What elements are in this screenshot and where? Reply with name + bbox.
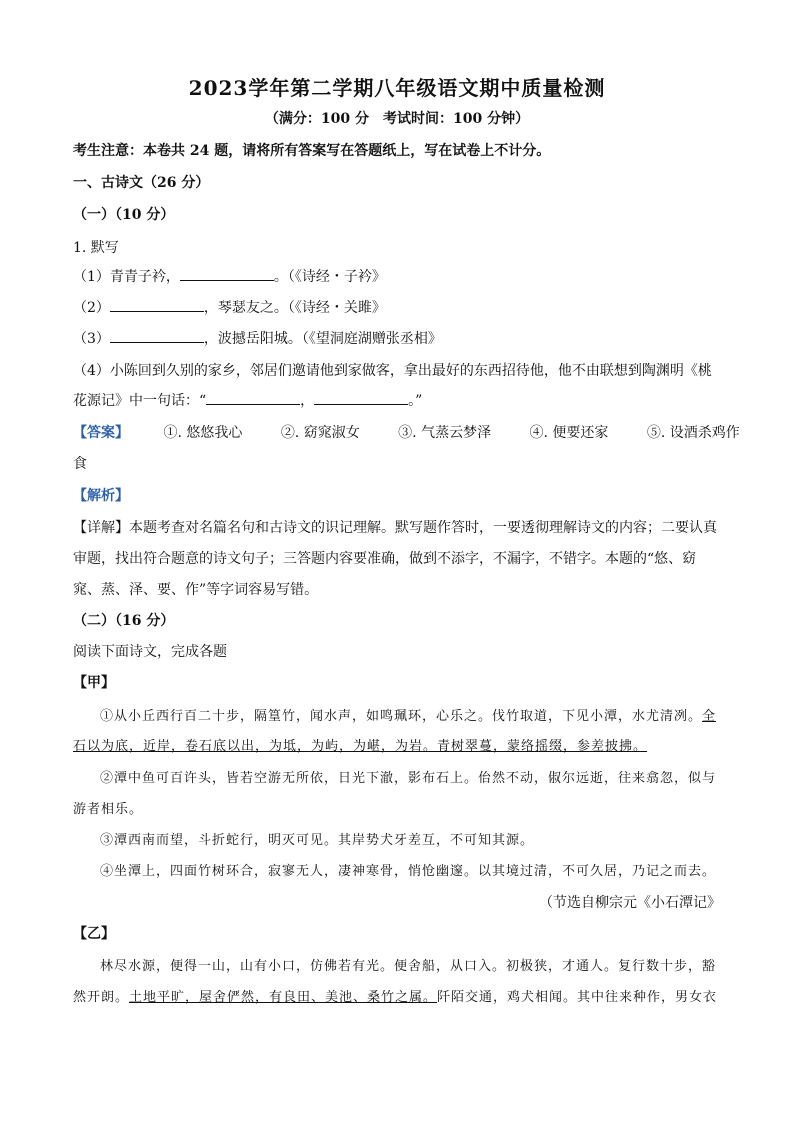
reading-instruction: 阅读下面诗文，完成各题: [73, 644, 227, 660]
answer-item: ③. 气蒸云梦泽: [398, 425, 492, 441]
answer-item: ②. 窈窕淑女: [280, 425, 360, 441]
passage-source: （节选自柳宗元《小石潭记》: [539, 895, 721, 911]
passage-yi-label: 【乙】: [73, 926, 115, 942]
passage-jia-p1-line-2: 石以为底，近岸，卷石底以出，为坻，为屿，为嵁，为岩。青树翠蔓，蒙络摇缀，参差披拂。: [73, 739, 648, 754]
answer-blank: [110, 328, 204, 343]
yi-text-a: 然开朗。: [73, 990, 130, 1005]
question-1-2: [73, 297, 386, 317]
analysis-tag: 【解析】: [73, 488, 129, 504]
detail-line-2: 审题，找出符合题意的诗文句子；三答题内容要准确，做到不添字，不漏字，不错字。本题的“悠、窈: [73, 551, 697, 567]
answer-blank: [110, 297, 204, 312]
yi-text-c: 阡陌交通，鸡犬相闻。其中往来种作，男女衣: [437, 990, 718, 1005]
answer-item: ⑤. 设酒杀鸡作: [646, 425, 740, 441]
question-1-1: [73, 266, 386, 286]
passage-yi-line-2: [73, 986, 717, 1005]
answer-blank: [180, 266, 274, 281]
page-title: 2023学年第二学期八年级语文期中质量检测: [188, 76, 606, 100]
detail-line-3: 窕、蒸、泽、要、作”等字词容易写错。: [73, 582, 319, 598]
q1-1-text-b: 。（《诗经・子衿》: [273, 269, 386, 285]
q1-4-text-d: 。”: [408, 393, 423, 409]
question-1-title: 1. 默写: [73, 240, 119, 256]
question-1-3: [73, 328, 442, 348]
section-heading: 一、古诗文（26 分）: [73, 175, 210, 191]
q1-1-text-a: （1）青青子衿，: [73, 269, 180, 285]
question-1-4-line-1: （4）小陈回到久别的家乡，邻居们邀请他到家做客，拿出最好的东西招待他，他不由联想到陶渊明《桃: [73, 363, 712, 379]
question-1-4-line-2: [73, 390, 422, 410]
detail-line-1: 【详解】本题考查对名篇名句和古诗文的识记理解。默写题作答时，一要透彻理解诗文的内容；二要认真: [73, 520, 717, 536]
passage-jia-p3: ③潭西南而望，斗折蛇行，明灭可见。其岸势犬牙差互，不可知其源。: [100, 833, 535, 848]
passage-yi-line-1: 林尽水源，便得一山，山有小口，仿佛若有光。便舍船，从口入。初极狭，才通人。复行数十步，豁: [100, 959, 717, 974]
yi-underlined: 土地平旷，屋舍俨然，有良田、美池、桑竹之属。: [129, 990, 438, 1005]
answer-item: ④. 便要还家: [529, 425, 609, 441]
passage-jia-p1-line-1: [100, 705, 716, 724]
q1-2-text-b: ，琴瑟友之。（《诗经・关雎》: [203, 300, 386, 316]
answer-blank: [314, 390, 408, 405]
q1-2-text-a: （2）: [73, 300, 110, 316]
q1-3-text-a: （3）: [73, 331, 110, 347]
q1-4-text-b: 花源记》中一句话：“: [73, 393, 207, 409]
passage-jia-p4: ④坐潭上，四面竹树环合，寂寥无人，凄神寒骨，悄怆幽邃。以其境过清，不可久居，乃记之而去。: [100, 864, 717, 879]
answer-tag: 【答案】: [73, 425, 129, 441]
q1-4-text-c: ，: [300, 393, 315, 409]
q1-3-text-b: ，波撼岳阳城。（《望洞庭湖赠张丞相》: [203, 331, 442, 347]
notice: 考生注意：本卷共 24 题，请将所有答案写在答题纸上，写在试卷上不计分。: [73, 143, 551, 159]
answer-item: ①. 悠悠我心: [163, 425, 243, 441]
answer-blank: [206, 390, 300, 405]
passage-jia-p2-line-1: ②潭中鱼可百许头，皆若空游无所依，日光下澈，影布石上。佁然不动，俶尔远逝，往来翕忽，似与: [100, 771, 717, 786]
passage-jia-label: 【甲】: [73, 675, 115, 691]
answer-continuation: 食: [73, 456, 87, 472]
part-heading-2: （二）（16 分）: [73, 613, 175, 629]
answer-line: [73, 422, 740, 442]
exam-info: （满分：100 分 考试时间：100 分钟）: [264, 111, 530, 127]
p1-text: ①从小丘西行百二十步，隔篁竹，闻水声，如鸣珮环，心乐之。伐竹取道，下见小潭，水尤清冽。: [100, 709, 703, 724]
part-heading-1: （一）（10 分）: [73, 207, 175, 223]
p1-underlined: 全: [702, 709, 717, 724]
passage-jia-p2-line-2: 游者相乐。: [73, 802, 144, 817]
